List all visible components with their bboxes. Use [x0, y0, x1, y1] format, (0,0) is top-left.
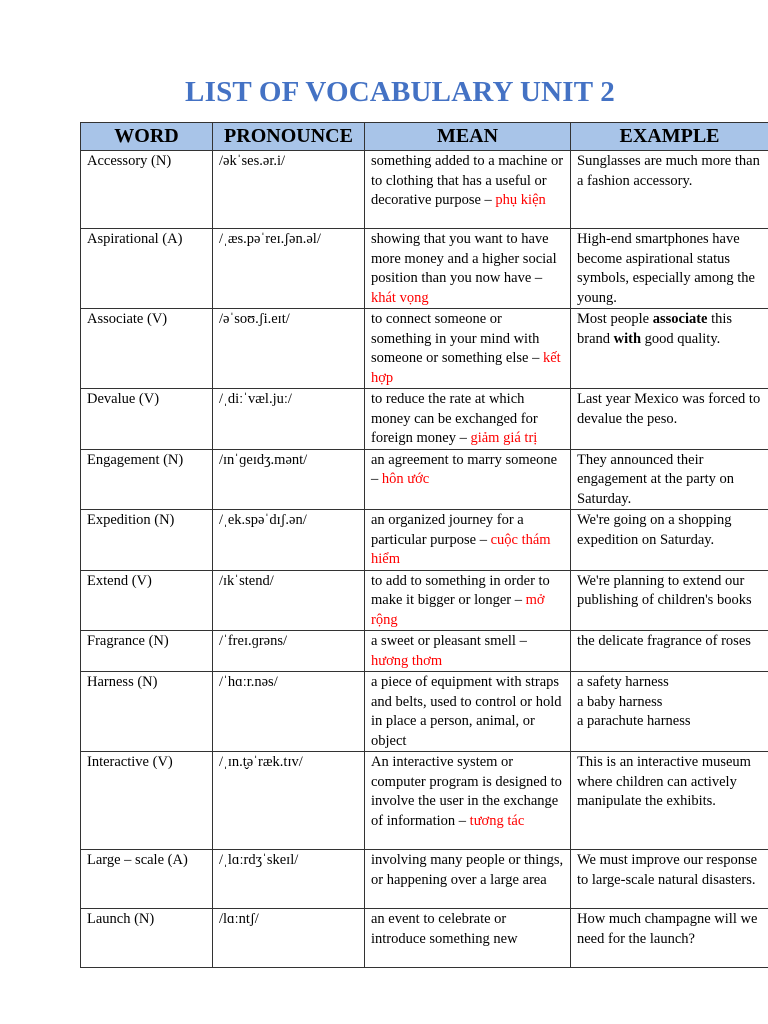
- example-keyword: associate: [652, 311, 708, 327]
- mean-definition: something added to a machine or to clothing that has a useful or decorative purpose –: [371, 153, 564, 208]
- cell-word: Devalue (V): [81, 389, 213, 450]
- table-row: [81, 850, 768, 909]
- cell-example: [571, 909, 768, 968]
- table-row: [81, 449, 768, 510]
- mean-definition: involving many people or things, or happening over a large area: [371, 852, 564, 888]
- mean-definition: to add to something in order to make it bigger or longer –: [371, 572, 550, 608]
- header-pronounce: PRONOUNCE: [213, 123, 365, 151]
- mean-definition: a sweet or pleasant smell –: [371, 633, 527, 649]
- example-line: Last year Mexico was forced to devalue the peso.: [577, 391, 761, 427]
- example-text: Most people: [577, 311, 653, 327]
- example-line: We must improve our response to large-scale natural disasters.: [577, 852, 758, 888]
- mean-definition: an organized journey for a particular purpose –: [371, 512, 524, 548]
- cell-example: [571, 752, 768, 850]
- page-title: LIST OF VOCABULARY UNIT 2: [185, 76, 615, 108]
- mean-translation: hôn ước: [381, 471, 430, 487]
- mean-definition: an agreement to marry someone –: [371, 451, 558, 487]
- example-line: We're planning to extend our publishing of children's books: [577, 572, 752, 608]
- cell-pronounce: /lɑːntʃ/: [213, 909, 365, 968]
- cell-pronounce: /ˌæs.pəˈreɪ.ʃən.əl/: [213, 229, 365, 309]
- cell-word: Expedition (N): [81, 510, 213, 571]
- mean-definition: a piece of equipment with straps and belts, used to control or hold in place a person, animal, or object: [371, 674, 562, 749]
- mean-translation: mở rộng: [371, 592, 545, 628]
- cell-mean: [365, 449, 571, 510]
- table-row: [81, 672, 768, 752]
- example-line: This is an interactive museum where children can actively manipulate the exhibits.: [577, 754, 751, 809]
- example-line: We're going on a shopping expedition on Saturday.: [577, 512, 732, 548]
- cell-example: [571, 570, 768, 631]
- mean-translation: kết hợp: [371, 350, 561, 386]
- mean-translation: phụ kiện: [495, 192, 546, 208]
- cell-example: [571, 309, 768, 389]
- cell-pronounce: /ˈfreɪ.ɡrəns/: [213, 631, 365, 672]
- cell-mean: [365, 389, 571, 450]
- example-line: a baby harness: [577, 693, 663, 710]
- cell-example: [571, 151, 768, 229]
- cell-word: Fragrance (N): [81, 631, 213, 672]
- cell-word: Large – scale (A): [81, 850, 213, 909]
- cell-pronounce: /ˈhɑːr.nəs/: [213, 672, 365, 752]
- table-row: [81, 309, 768, 389]
- mean-translation: tương tác: [469, 812, 525, 829]
- cell-example: [571, 672, 768, 752]
- cell-example: [571, 229, 768, 309]
- cell-pronounce: /ɪnˈɡeɪdʒ.mənt/: [213, 449, 365, 510]
- example-keyword: with: [613, 330, 642, 347]
- cell-pronounce: /ɪkˈstend/: [213, 570, 365, 631]
- example-line: a parachute harness: [577, 713, 691, 729]
- cell-mean: [365, 631, 571, 672]
- cell-mean: [365, 309, 571, 389]
- header-example: EXAMPLE: [571, 123, 768, 151]
- header-word: WORD: [81, 123, 213, 151]
- cell-example: [571, 850, 768, 909]
- table-row: [81, 631, 768, 672]
- cell-example: [571, 389, 768, 450]
- mean-definition: showing that you want to have more money and a higher social position than you now have –: [371, 231, 557, 286]
- cell-pronounce: /ˌlɑːrdʒˈskeɪl/: [213, 850, 365, 909]
- table-row: [81, 151, 768, 229]
- example-line: High-end smartphones have become aspirational status symbols, especially among the young.: [577, 231, 755, 306]
- table-row: [81, 909, 768, 968]
- example-text: this brand: [577, 311, 733, 347]
- mean-translation: hương thơm: [371, 652, 443, 669]
- table-row: [81, 389, 768, 450]
- mean-definition: to reduce the rate at which money can be exchanged for foreign money –: [371, 391, 538, 446]
- mean-definition: to connect someone or something in your mind with someone or something else –: [371, 311, 543, 366]
- cell-word: Extend (V): [81, 570, 213, 631]
- cell-mean: [365, 672, 571, 752]
- vocabulary-table: [80, 122, 768, 968]
- cell-example: [571, 449, 768, 510]
- mean-translation: cuộc thám hiểm: [371, 531, 551, 567]
- cell-mean: [365, 752, 571, 850]
- example-line: How much champagne will we need for the launch?: [577, 911, 758, 947]
- example-line: Sunglasses are much more than a fashion accessory.: [577, 153, 760, 189]
- cell-word: Interactive (V): [81, 752, 213, 850]
- cell-mean: [365, 570, 571, 631]
- cell-word: Launch (N): [81, 909, 213, 968]
- header-mean: MEAN: [365, 123, 571, 151]
- cell-pronounce: /ˌɪn.t̬əˈræk.tɪv/: [213, 752, 365, 850]
- cell-mean: [365, 151, 571, 229]
- cell-mean: [365, 229, 571, 309]
- cell-word: Associate (V): [81, 309, 213, 389]
- cell-mean: [365, 850, 571, 909]
- table-header-row: [81, 123, 768, 151]
- cell-mean: [365, 510, 571, 571]
- example-line: They announced their engagement at the party on Saturday.: [577, 451, 735, 507]
- example-text: good quality.: [641, 330, 721, 347]
- example-line: a safety harness: [577, 674, 669, 690]
- table-row: [81, 510, 768, 571]
- mean-translation: khát vọng: [371, 289, 429, 306]
- cell-pronounce: /ˌek.spəˈdɪʃ.ən/: [213, 510, 365, 571]
- table-row: [81, 570, 768, 631]
- mean-definition: An interactive system or computer program is designed to involve the user in the exchange of information –: [371, 754, 562, 829]
- mean-translation: giảm giá trị: [470, 430, 538, 446]
- cell-word: Accessory (N): [81, 151, 213, 229]
- cell-example: [571, 631, 768, 672]
- cell-pronounce: /əkˈses.ər.i/: [213, 151, 365, 229]
- table-body: [81, 151, 768, 968]
- cell-mean: [365, 909, 571, 968]
- cell-word: Harness (N): [81, 672, 213, 752]
- table-row: [81, 752, 768, 850]
- cell-example: [571, 510, 768, 571]
- example-line: the delicate fragrance of roses: [577, 633, 751, 649]
- table-row: [81, 229, 768, 309]
- cell-pronounce: /ˌdiːˈvæl.juː/: [213, 389, 365, 450]
- mean-definition: an event to celebrate or introduce something new: [371, 911, 518, 947]
- cell-word: Aspirational (A): [81, 229, 213, 309]
- cell-pronounce: /əˈsoʊ.ʃi.eɪt/: [213, 309, 365, 389]
- cell-word: Engagement (N): [81, 449, 213, 510]
